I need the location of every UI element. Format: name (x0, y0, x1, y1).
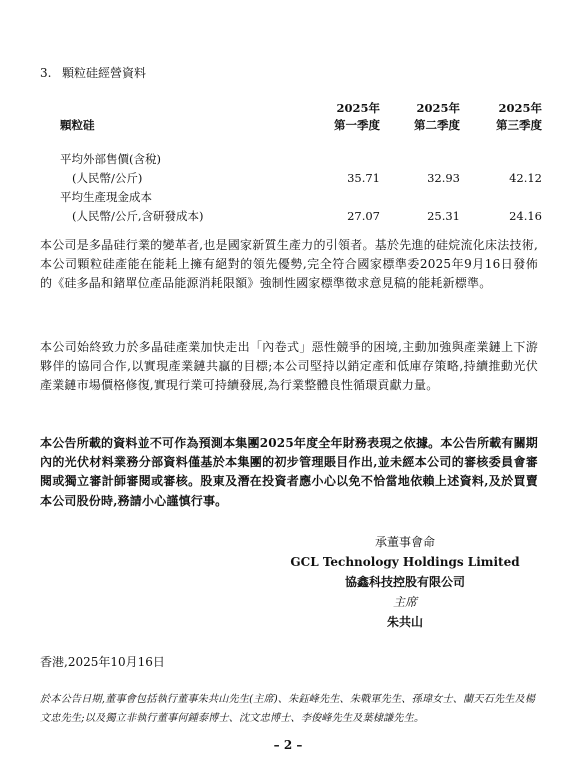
col-year: 2025年 (336, 101, 380, 115)
row-label: 平均外部售價(含稅) (60, 152, 161, 166)
paragraph-disclaimer: 本公告所載的資料並不可作為預測本集團2025年度全年財務表現之依據。本公告所載有關期內的光伏材料業務分部資料僅基於本集團的初步管理賬目作出,並未經本公司的審核委員會審閱或獨立審計師審閱或審核。股東及潛在投資者應小心以免不恰當地依賴上述資料,及於買賣本公司股份時,務請小心謹慎行事。 (40, 436, 538, 508)
signature-block (280, 532, 530, 632)
table-row (60, 150, 542, 169)
row-sublabel: (人民幣/公斤,含研發成本) (72, 209, 204, 223)
table-cell: 32.93 (427, 171, 460, 185)
table-cell: 27.07 (347, 209, 380, 223)
section-title: 顆粒硅經營資料 (62, 66, 147, 80)
table-cell: 24.16 (509, 209, 542, 223)
company-name-cn: 協鑫科技控股有限公司 (344, 575, 465, 589)
row-label: 平均生產現金成本 (60, 190, 152, 204)
signatory-name: 朱共山 (386, 615, 423, 629)
company-name-en: GCL Technology Holdings Limited (290, 555, 520, 569)
table-row-header: 顆粒硅 (60, 118, 95, 132)
operating-data-table (60, 100, 542, 226)
by-order-line: 承董事會命 (374, 535, 435, 549)
col-year: 2025年 (416, 101, 460, 115)
paragraph-technology: 本公司是多晶硅行業的變革者,也是國家新質生產力的引領者。基於先進的硅烷流化床法技術,本公司顆粒硅產能在能耗上擁有絕對的領先優勢,完全符合國家標準委2025年9月16日發佈的《硅多晶和鍺單位產品能源消耗限額》強制性國家標準徵求意見稿的能耗新標準。 (40, 238, 538, 291)
table-cell: 25.31 (427, 209, 460, 223)
signatory-title: 主席 (392, 595, 417, 609)
paragraph-industry: 本公司始終致力於多晶硅產業加快走出「內卷式」惡性競爭的困境,主動加強與產業鏈上下游夥伴的協同合作,以實現產業鏈共贏的目標;本公司堅持以銷定產和低庫存策略,持續推動光伏產業鏈市場價格修復,實現行業可持續發展,為行業整體良性循環貢獻力量。 (40, 340, 538, 393)
col-year: 2025年 (498, 101, 542, 115)
page-number: – 2 – (273, 738, 303, 752)
section-heading (40, 64, 146, 81)
col-quarter: 第一季度 (334, 118, 380, 132)
row-sublabel: (人民幣/公斤) (72, 171, 143, 185)
table-header-row (60, 100, 542, 117)
table-row (60, 169, 542, 188)
section-number: 3. (40, 66, 52, 80)
col-quarter: 第三季度 (496, 118, 542, 132)
table-cell: 42.12 (509, 171, 542, 185)
table-row (60, 188, 542, 207)
table-row (60, 207, 542, 226)
table-cell: 35.71 (347, 171, 380, 185)
col-quarter: 第二季度 (414, 118, 460, 132)
place-date: 香港,2025年10月16日 (40, 655, 165, 669)
board-composition-note: 於本公告日期,董事會包括執行董事朱共山先生(主席)、朱鈺峰先生、朱戰軍先生、孫瑋女士、蘭天石先生及楊文忠先生;以及獨立非執行董事何鍾泰博士、沈文忠博士、李俊峰先生及葉棣謙先生。 (40, 694, 535, 724)
